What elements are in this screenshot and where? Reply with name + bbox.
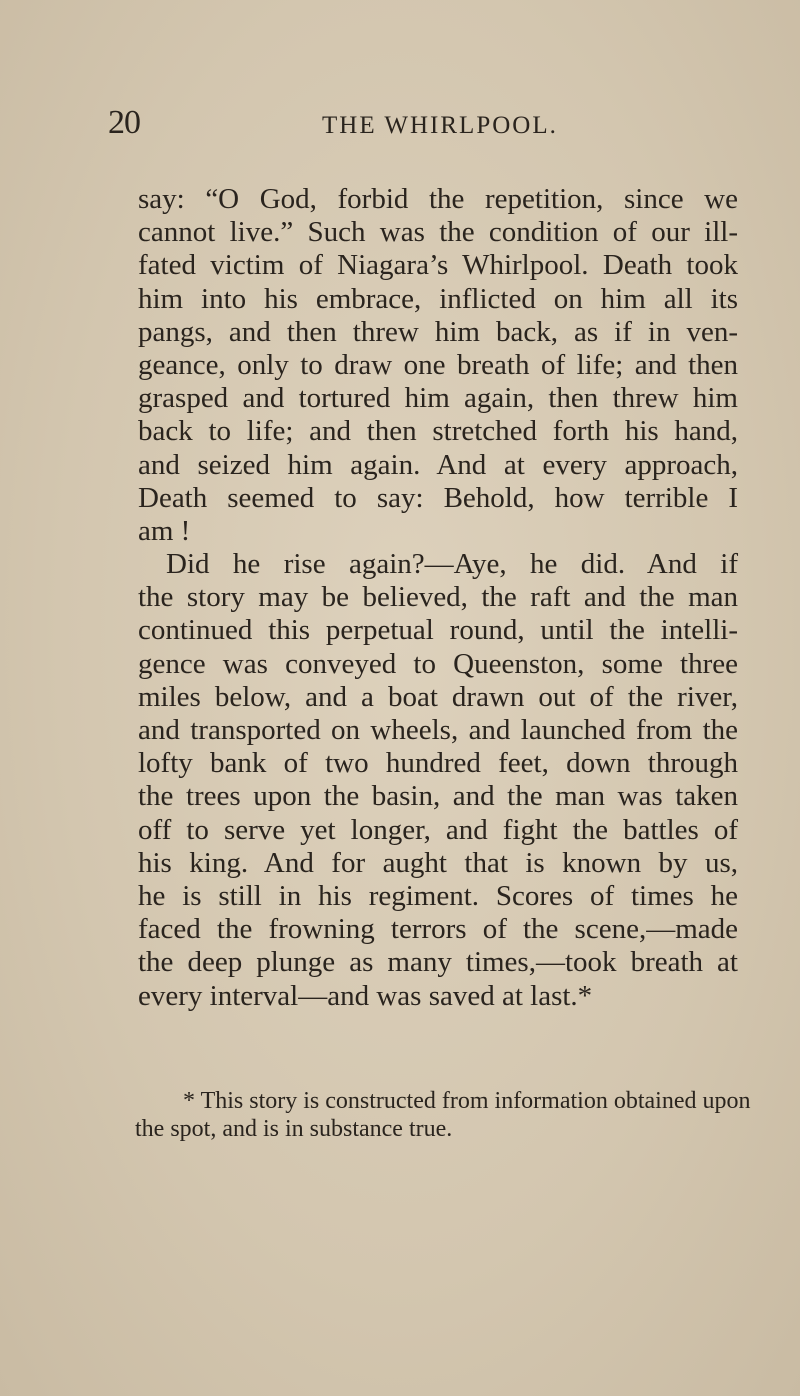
text-line: am !	[138, 514, 191, 547]
running-head: THE WHIRLPOOL.	[322, 112, 558, 139]
page-header	[0, 104, 800, 154]
footnote-line: the spot, and is in substance true.	[135, 1116, 453, 1142]
text-line: geance, only to draw one breath of life; and then	[138, 348, 738, 381]
footnote-line: * This story is constructed from information obtained upon	[183, 1088, 751, 1114]
text-line: the trees upon the basin, and the man was taken	[138, 780, 738, 813]
text-line: miles below, and a boat drawn out of the river,	[138, 680, 738, 713]
text-line: lofty bank of two hundred feet, down through	[138, 747, 738, 780]
text-line: cannot live.” Such was the condition of our ill-	[138, 216, 738, 249]
text-line: Death seemed to say: Behold, how terrible I	[138, 481, 738, 514]
footnote	[135, 1087, 751, 1143]
text-line: off to serve yet longer, and fight the battles of	[138, 813, 738, 846]
text-line: he is still in his regiment. Scores of times he	[138, 879, 738, 912]
text-line: Did he rise again?—Aye, he did. And if	[166, 548, 738, 581]
text-line: gence was conveyed to Queenston, some three	[138, 647, 738, 680]
text-line: pangs, and then threw him back, as if in ven-	[138, 315, 738, 348]
paragraph-2	[138, 548, 738, 1013]
paragraph-1	[138, 183, 738, 548]
text-line: his king. And for aught that is known by us,	[138, 846, 738, 879]
text-line: fated victim of Niagara’s Whirlpool. Death took	[138, 249, 738, 282]
page-number: 20	[108, 104, 140, 141]
text-line: continued this perpetual round, until the intelli-	[138, 614, 738, 647]
text-line: faced the frowning terrors of the scene,—made	[138, 913, 738, 946]
text-line: the story may be believed, the raft and the man	[138, 581, 738, 614]
text-line: say: “O God, forbid the repetition, since we	[138, 183, 738, 215]
text-line: grasped and tortured him again, then threw him	[138, 382, 738, 415]
text-line: and transported on wheels, and launched from the	[138, 714, 738, 746]
text-line: and seized him again. And at every approach,	[138, 448, 738, 481]
text-line: every interval—and was saved at last.*	[138, 979, 593, 1012]
text-line: him into his embrace, inflicted on him all its	[138, 282, 738, 315]
body-text	[138, 183, 738, 1013]
text-line: back to life; and then stretched forth his hand,	[138, 415, 738, 448]
text-line: the deep plunge as many times,—took breath at	[138, 946, 738, 979]
